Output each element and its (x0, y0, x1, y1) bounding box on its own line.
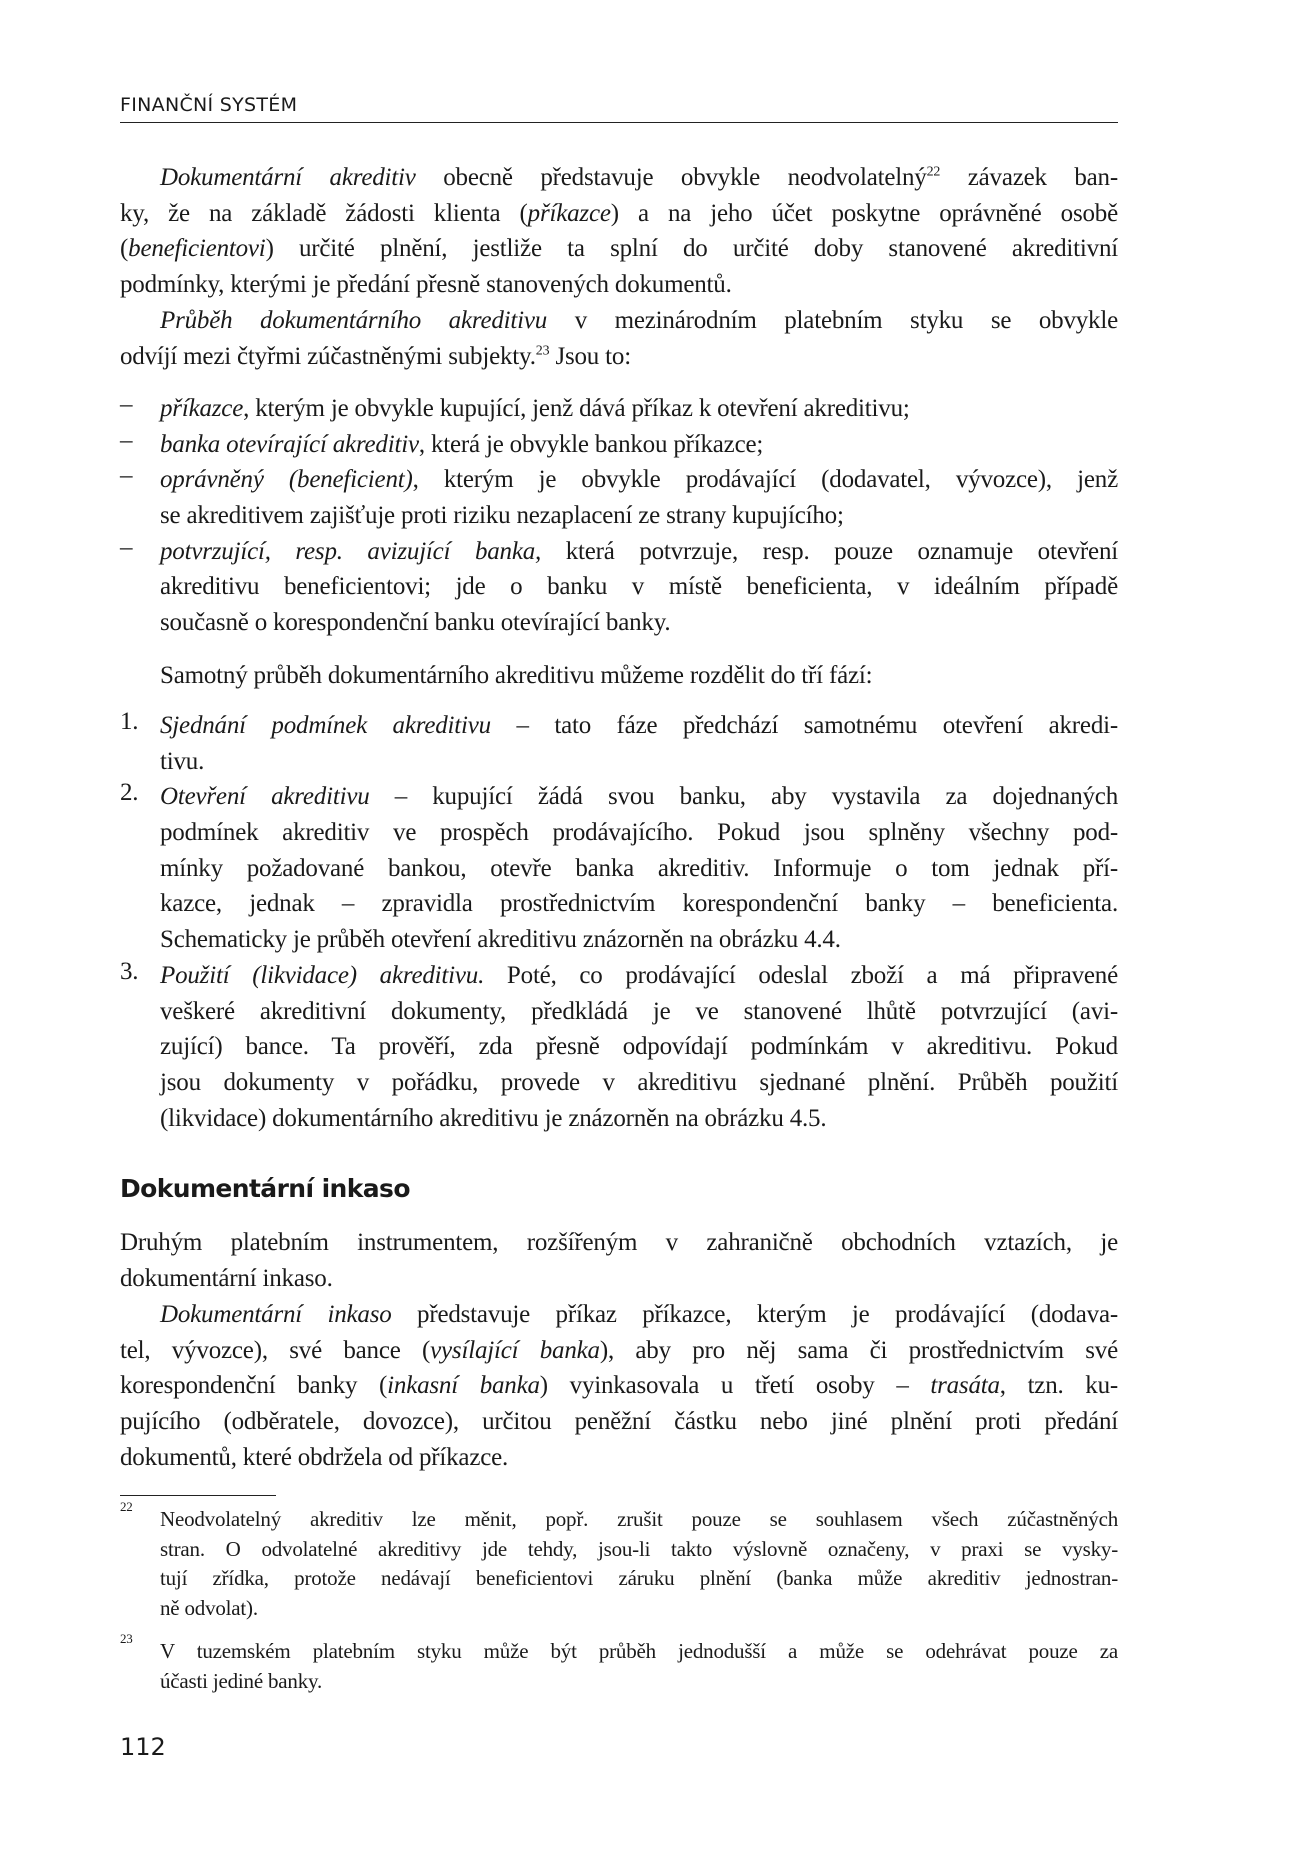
text-line (120, 1368, 1118, 1404)
text-run: Schematicky je průběh otevření akreditivu znázorněn na obrázku 4.4. (160, 926, 841, 954)
paragraph-inkaso-definition (120, 1297, 1118, 1475)
text-line (120, 708, 1118, 744)
italic-term: vysílající banka (430, 1336, 600, 1364)
footnote-reference[interactable]: 23 (535, 343, 550, 359)
text-run: ) vyinkasovala u třetí osoby – (539, 1372, 931, 1400)
italic-term: potvrzující, resp. avizující banka, (160, 537, 542, 565)
text-run: , tzn. ku- (999, 1372, 1119, 1400)
italic-term: beneficientovi (128, 235, 266, 263)
text-run: která potvrzuje, resp. pouze oznamuje otevření (541, 537, 1118, 565)
text-run: dokumentů, které obdržela od příkazce. (120, 1443, 509, 1471)
italic-term: oprávněný (beneficient) (160, 466, 413, 494)
footnote-line: Neodvolatelný akreditiv lze měnit, popř. zrušit pouze se souhlasem všech zúčastněných (160, 1507, 1118, 1531)
footnote-line: účasti jediné banky. (160, 1668, 323, 1693)
dash-marker: – (120, 391, 133, 418)
text-run: mínky požadované bankou, otevře banka akreditiv. Informuje o tom jednak pří- (160, 854, 1118, 882)
text-run: obecně představuje obvykle neodvolatelný (415, 164, 927, 191)
text-line (120, 851, 1118, 887)
text-run: , kterým je obvykle kupující, jenž dává příkaz k otevření akreditivu; (243, 395, 910, 422)
page-number: 112 (120, 1733, 166, 1761)
text-line (120, 231, 1118, 267)
text-run: se akreditivem zajišťuje proti riziku nezaplacení ze strany kupujícího; (160, 502, 844, 530)
text-line (120, 569, 1118, 605)
text-line (120, 303, 1118, 339)
text-line (120, 1101, 1118, 1137)
text-line (120, 815, 1118, 851)
text-run: – tato fáze předchází samotnému otevření akredi- (490, 712, 1118, 739)
footnote-23 (120, 1631, 1118, 1696)
text-run: v mezinárodním platebním styku se obvykle (547, 307, 1119, 334)
text-line (120, 744, 1118, 780)
text-line (120, 658, 1118, 694)
text-line (120, 534, 1118, 570)
text-line (120, 267, 1118, 303)
text-line (120, 1440, 1118, 1476)
italic-term: inkasní banka (387, 1372, 540, 1400)
footnote-number: 23 (120, 1631, 133, 1646)
text-run: ) určité plnění, jestliže ta splní do určité doby stanovené akreditivní (265, 235, 1118, 263)
numbered-item (120, 779, 1118, 957)
bullet-item (120, 462, 1118, 533)
footnote-line: ně odvolat). (160, 1595, 258, 1620)
text-run: tivu. (160, 747, 205, 775)
italic-term: Průběh dokumentárního akreditivu (160, 307, 548, 334)
italic-term: příkazce (527, 199, 611, 227)
text-run: – kupující žádá svou banku, aby vystavila za dojednaných (369, 783, 1118, 811)
footnote-line: stran. O odvolatelné akreditivy jde tehdy, jsou-li takto výslovně označeny, v praxi se vysky- (160, 1536, 1118, 1561)
footnote-number: 22 (120, 1499, 133, 1514)
number-marker: 1. (120, 708, 139, 735)
italic-term: Použití (likvidace) akreditivu. (160, 961, 485, 989)
paragraph-phases-intro (120, 658, 1118, 694)
text-run: odvíjí mezi čtyřmi zúčastněnými subjekty. (120, 342, 536, 370)
text-line (120, 994, 1118, 1030)
text-run: Jsou to: (549, 342, 631, 370)
text-line (120, 922, 1118, 958)
text-line (120, 160, 1118, 196)
text-run: dokumentární inkaso. (120, 1264, 333, 1292)
text-line (120, 498, 1118, 534)
dash-marker: – (120, 462, 133, 490)
paragraph-inkaso-intro (120, 1225, 1118, 1296)
text-line (120, 779, 1118, 815)
paragraph-akreditiv-definition (120, 160, 1118, 303)
dash-marker: – (120, 426, 133, 454)
text-run: závazek ban- (940, 164, 1118, 191)
text-line (120, 427, 1118, 463)
text-run: Druhým platebním instrumentem, rozšířeným v zahraničně obchodních vztazích, je (120, 1229, 1118, 1256)
text-run: veškeré akreditivní dokumenty, předkládá je ve stanovené lhůtě potvrzující (avi- (160, 997, 1118, 1025)
text-line (120, 1065, 1118, 1101)
bullet-list-parties (120, 391, 1118, 641)
italic-term: Dokumentární akreditiv (160, 164, 416, 191)
text-run: ) a na jeho účet poskytne oprávněné osobě (610, 199, 1118, 227)
text-line (120, 1297, 1118, 1333)
text-line (120, 1261, 1118, 1297)
text-line (120, 196, 1118, 232)
text-run: Poté, co prodávající odeslal zboží a má připravené (484, 961, 1118, 989)
number-marker: 3. (120, 957, 139, 985)
text-line (120, 886, 1118, 922)
text-run: jsou dokumenty v pořádku, provede v akreditivu sjednané plnění. Průběh použití (160, 1068, 1118, 1096)
italic-term: Sjednání podmínek akreditivu (160, 712, 491, 739)
header-rule (120, 122, 1118, 123)
text-line (120, 462, 1118, 498)
running-header: FINANČNÍ SYSTÉM (120, 94, 298, 116)
text-run: podmínky, kterými je předání přesně stanovených dokumentů. (120, 271, 732, 299)
text-run: Samotný průběh dokumentárního akreditivu můžeme rozdělit do tří fází: (160, 662, 873, 689)
text-run: představuje příkaz příkazce, kterým je prodávající (dodava- (391, 1301, 1118, 1328)
italic-term: Dokumentární inkaso (160, 1301, 392, 1328)
footnote-line: tují zřídka, protože nedávají beneficientovi záruku plnění (banka může akreditiv jednostran- (160, 1566, 1118, 1591)
text-line (120, 339, 1118, 375)
text-run: , která je obvykle bankou příkazce; (418, 430, 764, 458)
italic-term: trasáta (930, 1372, 1000, 1400)
text-line (120, 1333, 1118, 1369)
numbered-item (120, 708, 1118, 779)
text-line (120, 958, 1118, 994)
text-run: korespondenční banky ( (120, 1372, 388, 1400)
text-run: akreditivu beneficientovi; jde o banku v místě beneficienta, v ideálním případě (160, 573, 1118, 601)
text-run: pujícího (odběratele, dovozce), určitou peněžní částku nebo jiné plnění proti předání (120, 1408, 1118, 1436)
bullet-item (120, 534, 1118, 641)
bullet-item (120, 391, 1118, 427)
text-run: současně o korespondenční banku otevírající banky. (160, 609, 671, 637)
number-marker: 2. (120, 779, 139, 807)
text-run: (likvidace) dokumentárního akreditivu je znázorněn na obrázku 4.5. (160, 1104, 827, 1132)
text-line (120, 605, 1118, 641)
italic-term: příkazce (160, 395, 244, 422)
text-run: , kterým je obvykle prodávající (dodavatel, vývozce), jenž (412, 466, 1118, 494)
text-run: tel, vývozce), své bance ( (120, 1336, 431, 1364)
footnote-reference[interactable]: 22 (926, 164, 941, 180)
text-run: ( (120, 235, 129, 263)
text-run: kazce, jednak – zpravidla prostřednictvím korespondenční banky – beneficienta. (160, 890, 1118, 918)
text-line (120, 1029, 1118, 1065)
bullet-item (120, 427, 1118, 463)
numbered-item (120, 958, 1118, 1136)
text-line (120, 1225, 1118, 1261)
italic-term: Otevření akreditivu (160, 783, 370, 811)
numbered-list-phases (120, 708, 1118, 1136)
dash-marker: – (120, 533, 133, 561)
section-heading: Dokumentární inkaso (120, 1174, 410, 1203)
text-run: ), aby pro něj sama či prostřednictvím své (599, 1336, 1118, 1364)
text-run: zující) bance. Ta prověří, zda přesně odpovídají podmínkám v akreditivu. Pokud (160, 1033, 1118, 1061)
text-line (120, 391, 1118, 427)
footnote-line: V tuzemském platebním styku může být průběh jednodušší a může se odehrávat pouze za (160, 1639, 1118, 1663)
paragraph-akreditiv-process (120, 303, 1118, 374)
footnote-22 (120, 1499, 1118, 1623)
text-line (120, 1404, 1118, 1440)
text-run: podmínek akreditiv ve prospěch prodávajícího. Pokud jsou splněny všechny pod- (160, 819, 1118, 847)
footnote-rule (120, 1495, 276, 1496)
text-run: ky, že na základě žádosti klienta ( (120, 199, 528, 227)
italic-term: banka otevírající akreditiv (160, 430, 419, 458)
